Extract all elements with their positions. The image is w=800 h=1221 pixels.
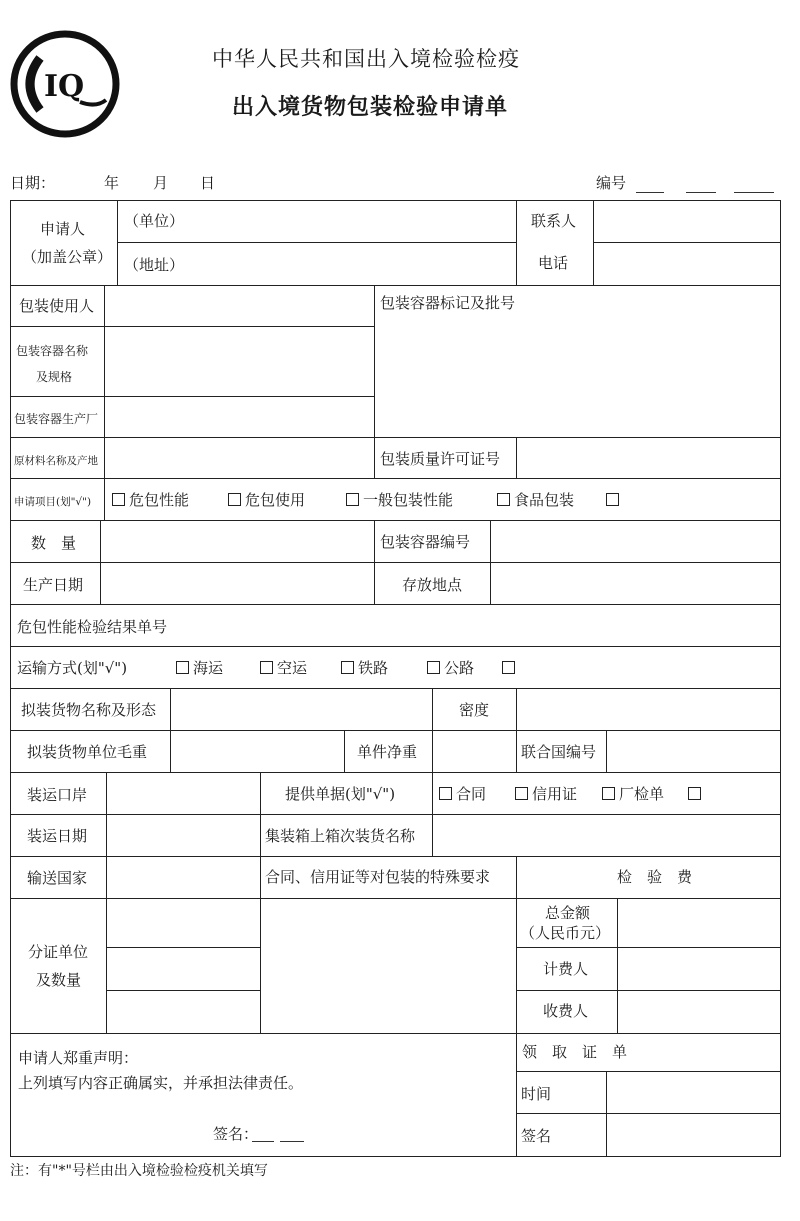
- items-option-other[interactable]: [606, 490, 623, 509]
- pack-manufacturer-field[interactable]: [106, 398, 373, 436]
- transport-option-2[interactable]: 铁路: [341, 658, 388, 677]
- split-label-2: 及数量: [36, 971, 82, 989]
- date-year[interactable]: 年: [104, 174, 120, 192]
- checkbox[interactable]: [606, 493, 619, 506]
- collector-label: 收费人: [543, 1002, 589, 1020]
- applicant-address-field[interactable]: （地址）: [124, 256, 185, 274]
- country-field[interactable]: [108, 858, 259, 897]
- items-option-2[interactable]: 一般包装性能: [346, 490, 453, 509]
- un-no-label: 联合国编号: [521, 743, 597, 761]
- material-label: 原材料名称及产地: [14, 455, 98, 467]
- receipt-sign-field[interactable]: [608, 1115, 779, 1155]
- applicant-seal: （加盖公章）: [22, 248, 113, 266]
- docs-option-2[interactable]: 厂检单: [602, 784, 664, 803]
- transport-option-0[interactable]: 海运: [176, 658, 223, 677]
- total-amount-label-2: （人民币元）: [520, 924, 611, 942]
- container-name-field[interactable]: [434, 816, 779, 855]
- charger-field[interactable]: [619, 949, 779, 989]
- quantity-label: 数 量: [31, 534, 77, 552]
- checkbox[interactable]: [515, 787, 528, 800]
- goods-name-field[interactable]: [172, 690, 431, 729]
- split-field-1[interactable]: [108, 900, 259, 946]
- form-title: 出入境货物包装检验申请单: [232, 94, 509, 120]
- checkbox[interactable]: [602, 787, 615, 800]
- signature-label: 签名：: [213, 1125, 259, 1143]
- pack-name-spec-label-2: 及规格: [36, 370, 73, 384]
- license-field[interactable]: [518, 439, 779, 477]
- items-option-1[interactable]: 危包使用: [228, 490, 305, 509]
- danger-result-label: 危包性能检验结果单号: [17, 618, 168, 636]
- density-field[interactable]: [518, 690, 779, 729]
- gross-weight-field[interactable]: [172, 732, 343, 771]
- pack-user-label: 包装使用人: [19, 297, 95, 315]
- pack-user-field[interactable]: [106, 287, 373, 325]
- checkbox[interactable]: [427, 661, 440, 674]
- goods-name-label: 拟装货物名称及形态: [21, 701, 157, 719]
- danger-result-field[interactable]: [180, 606, 779, 645]
- date-day[interactable]: 日: [200, 174, 216, 192]
- split-field-3[interactable]: [108, 992, 259, 1032]
- container-no-field[interactable]: [492, 522, 779, 561]
- pack-name-spec-field[interactable]: [106, 328, 373, 395]
- checkbox[interactable]: [688, 787, 701, 800]
- ciq-logo: [10, 30, 120, 138]
- storage-label: 存放地点: [402, 576, 463, 594]
- pack-marks-label: 包装容器标记及批号: [380, 294, 516, 312]
- quantity-field[interactable]: [102, 522, 373, 561]
- phone-label: 电话: [538, 254, 569, 272]
- declaration-text: 上列填写内容正确属实，并承担法律责任。: [18, 1074, 304, 1092]
- signature-field[interactable]: [252, 1127, 304, 1141]
- total-amount-label-1: 总金额: [545, 904, 591, 922]
- container-no-label: 包装容器编号: [380, 533, 471, 551]
- items-option-0[interactable]: 危包性能: [112, 490, 189, 509]
- transport-option-1[interactable]: 空运: [260, 658, 307, 677]
- checkbox[interactable]: [497, 493, 510, 506]
- ship-date-label: 装运日期: [27, 827, 88, 845]
- receipt-time-field[interactable]: [608, 1073, 779, 1112]
- storage-field[interactable]: [492, 564, 779, 603]
- container-name-label: 集装箱上箱次装货名称: [265, 827, 416, 845]
- license-label: 包装质量许可证号: [380, 450, 501, 468]
- prod-date-label: 生产日期: [23, 576, 84, 594]
- checkbox[interactable]: [341, 661, 354, 674]
- svg-text:IQ: IQ: [44, 69, 85, 104]
- number-field[interactable]: [636, 178, 778, 192]
- special-req-label: 合同、信用证等对包装的特殊要求: [265, 868, 491, 886]
- contact-field[interactable]: [595, 202, 779, 241]
- split-field-2[interactable]: [108, 949, 259, 989]
- transport-label: 运输方式(划"√"): [17, 659, 128, 677]
- net-weight-label: 单件净重: [357, 743, 418, 761]
- ship-date-field[interactable]: [108, 816, 259, 855]
- org-name: 中华人民共和国出入境检验检疫: [212, 47, 520, 71]
- phone-field[interactable]: [595, 244, 779, 284]
- docs-label: 提供单据(划"√"): [285, 785, 396, 803]
- charger-label: 计费人: [543, 960, 589, 978]
- checkbox[interactable]: [176, 661, 189, 674]
- transport-option-3[interactable]: 公路: [427, 658, 474, 677]
- prod-date-field[interactable]: [102, 564, 373, 603]
- checkbox[interactable]: [439, 787, 452, 800]
- density-label: 密度: [459, 701, 490, 719]
- receipt-time-label: 时间: [521, 1085, 552, 1103]
- country-label: 输送国家: [27, 869, 88, 887]
- declaration-title: 申请人郑重声明：: [18, 1049, 139, 1067]
- net-weight-field[interactable]: [434, 732, 515, 771]
- applicant-label: 申请人: [40, 220, 86, 238]
- gross-weight-label: 拟装货物单位毛重: [27, 743, 148, 761]
- total-amount-field[interactable]: [619, 900, 779, 946]
- contact-label: 联系人: [531, 212, 577, 230]
- port-field[interactable]: [108, 774, 259, 813]
- footnote: 注：有"*"号栏由出入境检验检疫机关填写: [10, 1163, 268, 1179]
- collector-field[interactable]: [619, 992, 779, 1032]
- checkbox[interactable]: [112, 493, 125, 506]
- port-label: 装运口岸: [27, 786, 88, 804]
- receipt-title: 领 取 证 单: [522, 1043, 628, 1061]
- split-label-1: 分证单位: [28, 943, 89, 961]
- docs-option-other[interactable]: [688, 784, 705, 803]
- checkbox[interactable]: [260, 661, 273, 674]
- number-label: 编号: [596, 174, 627, 192]
- transport-option-other[interactable]: [502, 658, 519, 677]
- docs-option-0[interactable]: 合同: [439, 784, 486, 803]
- special-req-field[interactable]: [262, 900, 515, 1032]
- items-option-3[interactable]: 食品包装: [497, 490, 574, 509]
- checkbox[interactable]: [502, 661, 515, 674]
- pack-manufacturer-label: 包装容器生产厂: [14, 412, 99, 426]
- receipt-sign-label: 签名: [521, 1127, 552, 1145]
- un-no-field[interactable]: [608, 732, 779, 771]
- docs-option-1[interactable]: 信用证: [515, 784, 577, 803]
- date-month[interactable]: 月: [153, 174, 169, 192]
- pack-name-spec-label-1: 包装容器名称: [16, 344, 89, 358]
- items-label: 申请项目(划"√"): [14, 496, 92, 508]
- date-label: 日期：: [10, 174, 56, 192]
- checkbox[interactable]: [346, 493, 359, 506]
- fee-label: 检 验 费: [617, 868, 693, 886]
- material-field[interactable]: [106, 439, 373, 477]
- applicant-unit-field[interactable]: （单位）: [124, 212, 185, 230]
- pack-marks-field[interactable]: [376, 318, 779, 436]
- checkbox[interactable]: [228, 493, 241, 506]
